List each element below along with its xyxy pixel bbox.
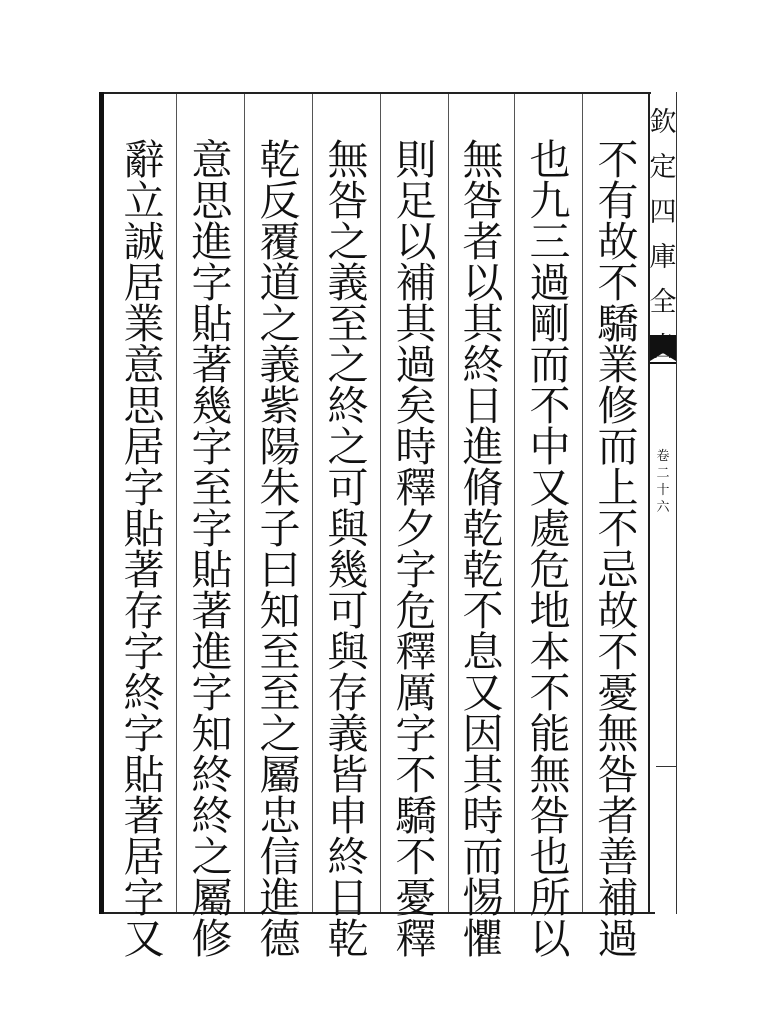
character: 幾: [327, 546, 369, 594]
character: 至: [191, 464, 233, 512]
character: 不: [597, 505, 639, 553]
character: 故: [597, 587, 639, 635]
character: 危: [395, 587, 437, 635]
character: 不: [395, 833, 437, 881]
character: 立: [123, 177, 165, 225]
character: 至: [259, 628, 301, 676]
character: 無: [327, 136, 369, 184]
character: 有: [597, 177, 639, 225]
character: 時: [395, 423, 437, 471]
character: 字: [191, 669, 233, 717]
character: 義: [327, 710, 369, 758]
character: 之: [191, 833, 233, 881]
character: 皆: [327, 751, 369, 799]
character: 誠: [123, 218, 165, 266]
character: 貼: [191, 300, 233, 348]
character: 夕: [395, 505, 437, 553]
character: 而: [462, 833, 504, 881]
character: 中: [529, 423, 571, 471]
character: 者: [597, 792, 639, 840]
character: 過: [395, 341, 437, 389]
fish-tail-ornament-icon: [650, 335, 676, 365]
character: 也: [529, 833, 571, 881]
character: 憂: [597, 669, 639, 717]
character: 所: [529, 874, 571, 922]
character: 因: [462, 710, 504, 758]
character: 陽: [259, 423, 301, 471]
character: 無: [597, 710, 639, 758]
character: 咎: [597, 751, 639, 799]
character: 辭: [123, 136, 165, 184]
character: 修: [191, 915, 233, 963]
character: 時: [462, 792, 504, 840]
text-column-4: [388, 136, 444, 963]
character: 著: [191, 587, 233, 635]
character: 咎: [327, 177, 369, 225]
character: 憂: [395, 874, 437, 922]
character: 之: [259, 710, 301, 758]
character: 字: [395, 710, 437, 758]
character: 居: [123, 259, 165, 307]
character: 惕: [462, 874, 504, 922]
character: 故: [597, 218, 639, 266]
character: 可: [327, 464, 369, 512]
character: 知: [259, 587, 301, 635]
character: 矣: [395, 382, 437, 430]
text-column-8: [116, 136, 172, 963]
character: 終: [191, 792, 233, 840]
character: 厲: [395, 669, 437, 717]
character: 處: [529, 505, 571, 553]
character: 以: [462, 259, 504, 307]
character: 字: [123, 464, 165, 512]
character: 屬: [259, 751, 301, 799]
character: 其: [395, 300, 437, 348]
character: 日: [462, 382, 504, 430]
character: 而: [529, 341, 571, 389]
character: 過: [597, 915, 639, 963]
character: 又: [462, 669, 504, 717]
character: 終: [123, 669, 165, 717]
text-column-3: [455, 136, 511, 963]
character: 二: [656, 466, 670, 481]
character: 卷: [656, 449, 670, 464]
column-divider: [312, 94, 313, 912]
character: 義: [259, 341, 301, 389]
character: 意: [123, 341, 165, 389]
character: 補: [395, 259, 437, 307]
character: 字: [123, 874, 165, 922]
character: 補: [597, 874, 639, 922]
character: 字: [395, 546, 437, 594]
text-column-1: [590, 136, 646, 963]
character: 庫: [649, 242, 677, 273]
character: 終: [462, 341, 504, 389]
character: 至: [259, 669, 301, 717]
character: 字: [123, 710, 165, 758]
character: 地: [529, 587, 571, 635]
character: 終: [327, 382, 369, 430]
character: 之: [327, 218, 369, 266]
character: 上: [597, 464, 639, 512]
column-divider: [448, 94, 449, 912]
character: 則: [395, 136, 437, 184]
character: 屬: [191, 874, 233, 922]
character: 驕: [597, 300, 639, 348]
text-column-5: [320, 136, 376, 963]
character: 忌: [597, 546, 639, 594]
character: 著: [191, 341, 233, 389]
character: 之: [259, 300, 301, 348]
character: 朱: [259, 464, 301, 512]
character: 全: [649, 287, 677, 318]
character: 忠: [259, 792, 301, 840]
character: 又: [123, 915, 165, 963]
character: 不: [597, 259, 639, 307]
character: 四: [649, 197, 677, 228]
character: 進: [462, 423, 504, 471]
character: 能: [529, 710, 571, 758]
column-divider: [514, 94, 515, 912]
character: 子: [259, 505, 301, 553]
character: 終: [327, 833, 369, 881]
text-column-6: [252, 136, 308, 963]
character: 反: [259, 177, 301, 225]
character: 不: [529, 382, 571, 430]
character: 業: [597, 341, 639, 389]
character: 字: [123, 628, 165, 676]
character: 存: [327, 669, 369, 717]
character: 乾: [462, 505, 504, 553]
character: 其: [462, 300, 504, 348]
character: 進: [259, 874, 301, 922]
character: 居: [123, 833, 165, 881]
character: 無: [529, 751, 571, 799]
frame-left-border: [99, 92, 104, 914]
character: 無: [462, 136, 504, 184]
character: 乾: [462, 546, 504, 594]
character: 居: [123, 423, 165, 471]
character: 著: [123, 792, 165, 840]
character: 德: [259, 915, 301, 963]
character: 息: [462, 628, 504, 676]
character: 本: [529, 628, 571, 676]
character: 至: [327, 300, 369, 348]
character: 不: [395, 751, 437, 799]
character: 又: [529, 464, 571, 512]
character: 修: [597, 382, 639, 430]
text-column-7: [184, 136, 240, 963]
character: 九: [529, 177, 571, 225]
character: 釋: [395, 915, 437, 963]
character: 進: [191, 218, 233, 266]
character: 而: [597, 423, 639, 471]
character: 足: [395, 177, 437, 225]
character: 著: [123, 546, 165, 594]
column-divider: [582, 94, 583, 912]
character: 字: [191, 259, 233, 307]
character: 貼: [191, 546, 233, 594]
character: 不: [462, 587, 504, 635]
character: 可: [327, 587, 369, 635]
character: 懼: [462, 915, 504, 963]
margin-volume-number: [654, 448, 672, 516]
character: 驕: [395, 792, 437, 840]
character: 覆: [259, 218, 301, 266]
character: 紫: [259, 382, 301, 430]
character: 知: [191, 710, 233, 758]
character: 貼: [123, 505, 165, 553]
column-divider: [380, 94, 381, 912]
character: 咎: [462, 177, 504, 225]
character: 終: [191, 751, 233, 799]
character: 乾: [327, 915, 369, 963]
column-divider: [176, 94, 177, 912]
character: 不: [597, 628, 639, 676]
character: 危: [529, 546, 571, 594]
character: 意: [191, 136, 233, 184]
character: 思: [191, 177, 233, 225]
character: 釋: [395, 628, 437, 676]
character: 貼: [123, 751, 165, 799]
character: 三: [529, 218, 571, 266]
character: 以: [395, 218, 437, 266]
character: 信: [259, 833, 301, 881]
character: 定: [649, 152, 677, 183]
character: 之: [327, 341, 369, 389]
character: 曰: [259, 546, 301, 594]
character: 欽: [649, 107, 677, 138]
text-column-2: [522, 136, 578, 963]
character: 進: [191, 628, 233, 676]
character: 剛: [529, 300, 571, 348]
frame-top-border: [99, 92, 651, 94]
margin-tick-mark: [656, 766, 676, 767]
character: 咎: [529, 792, 571, 840]
character: 善: [597, 833, 639, 881]
character: 脩: [462, 464, 504, 512]
character: 字: [191, 423, 233, 471]
character: 過: [529, 259, 571, 307]
character: 與: [327, 628, 369, 676]
character: 日: [327, 874, 369, 922]
character: 與: [327, 505, 369, 553]
character: 也: [529, 136, 571, 184]
character: 者: [462, 218, 504, 266]
character: 幾: [191, 382, 233, 430]
character: 不: [529, 669, 571, 717]
character: 之: [327, 423, 369, 471]
character: 業: [123, 300, 165, 348]
character: 十: [656, 483, 670, 498]
character: 六: [656, 500, 670, 515]
column-divider: [244, 94, 245, 912]
character: 思: [123, 382, 165, 430]
character: 以: [529, 915, 571, 963]
margin-book-title: [650, 100, 676, 370]
character: 釋: [395, 464, 437, 512]
character: 存: [123, 587, 165, 635]
character: 乾: [259, 136, 301, 184]
character: 其: [462, 751, 504, 799]
character: 申: [327, 792, 369, 840]
character: 字: [191, 505, 233, 553]
character: 義: [327, 259, 369, 307]
character: 不: [597, 136, 639, 184]
character: 道: [259, 259, 301, 307]
